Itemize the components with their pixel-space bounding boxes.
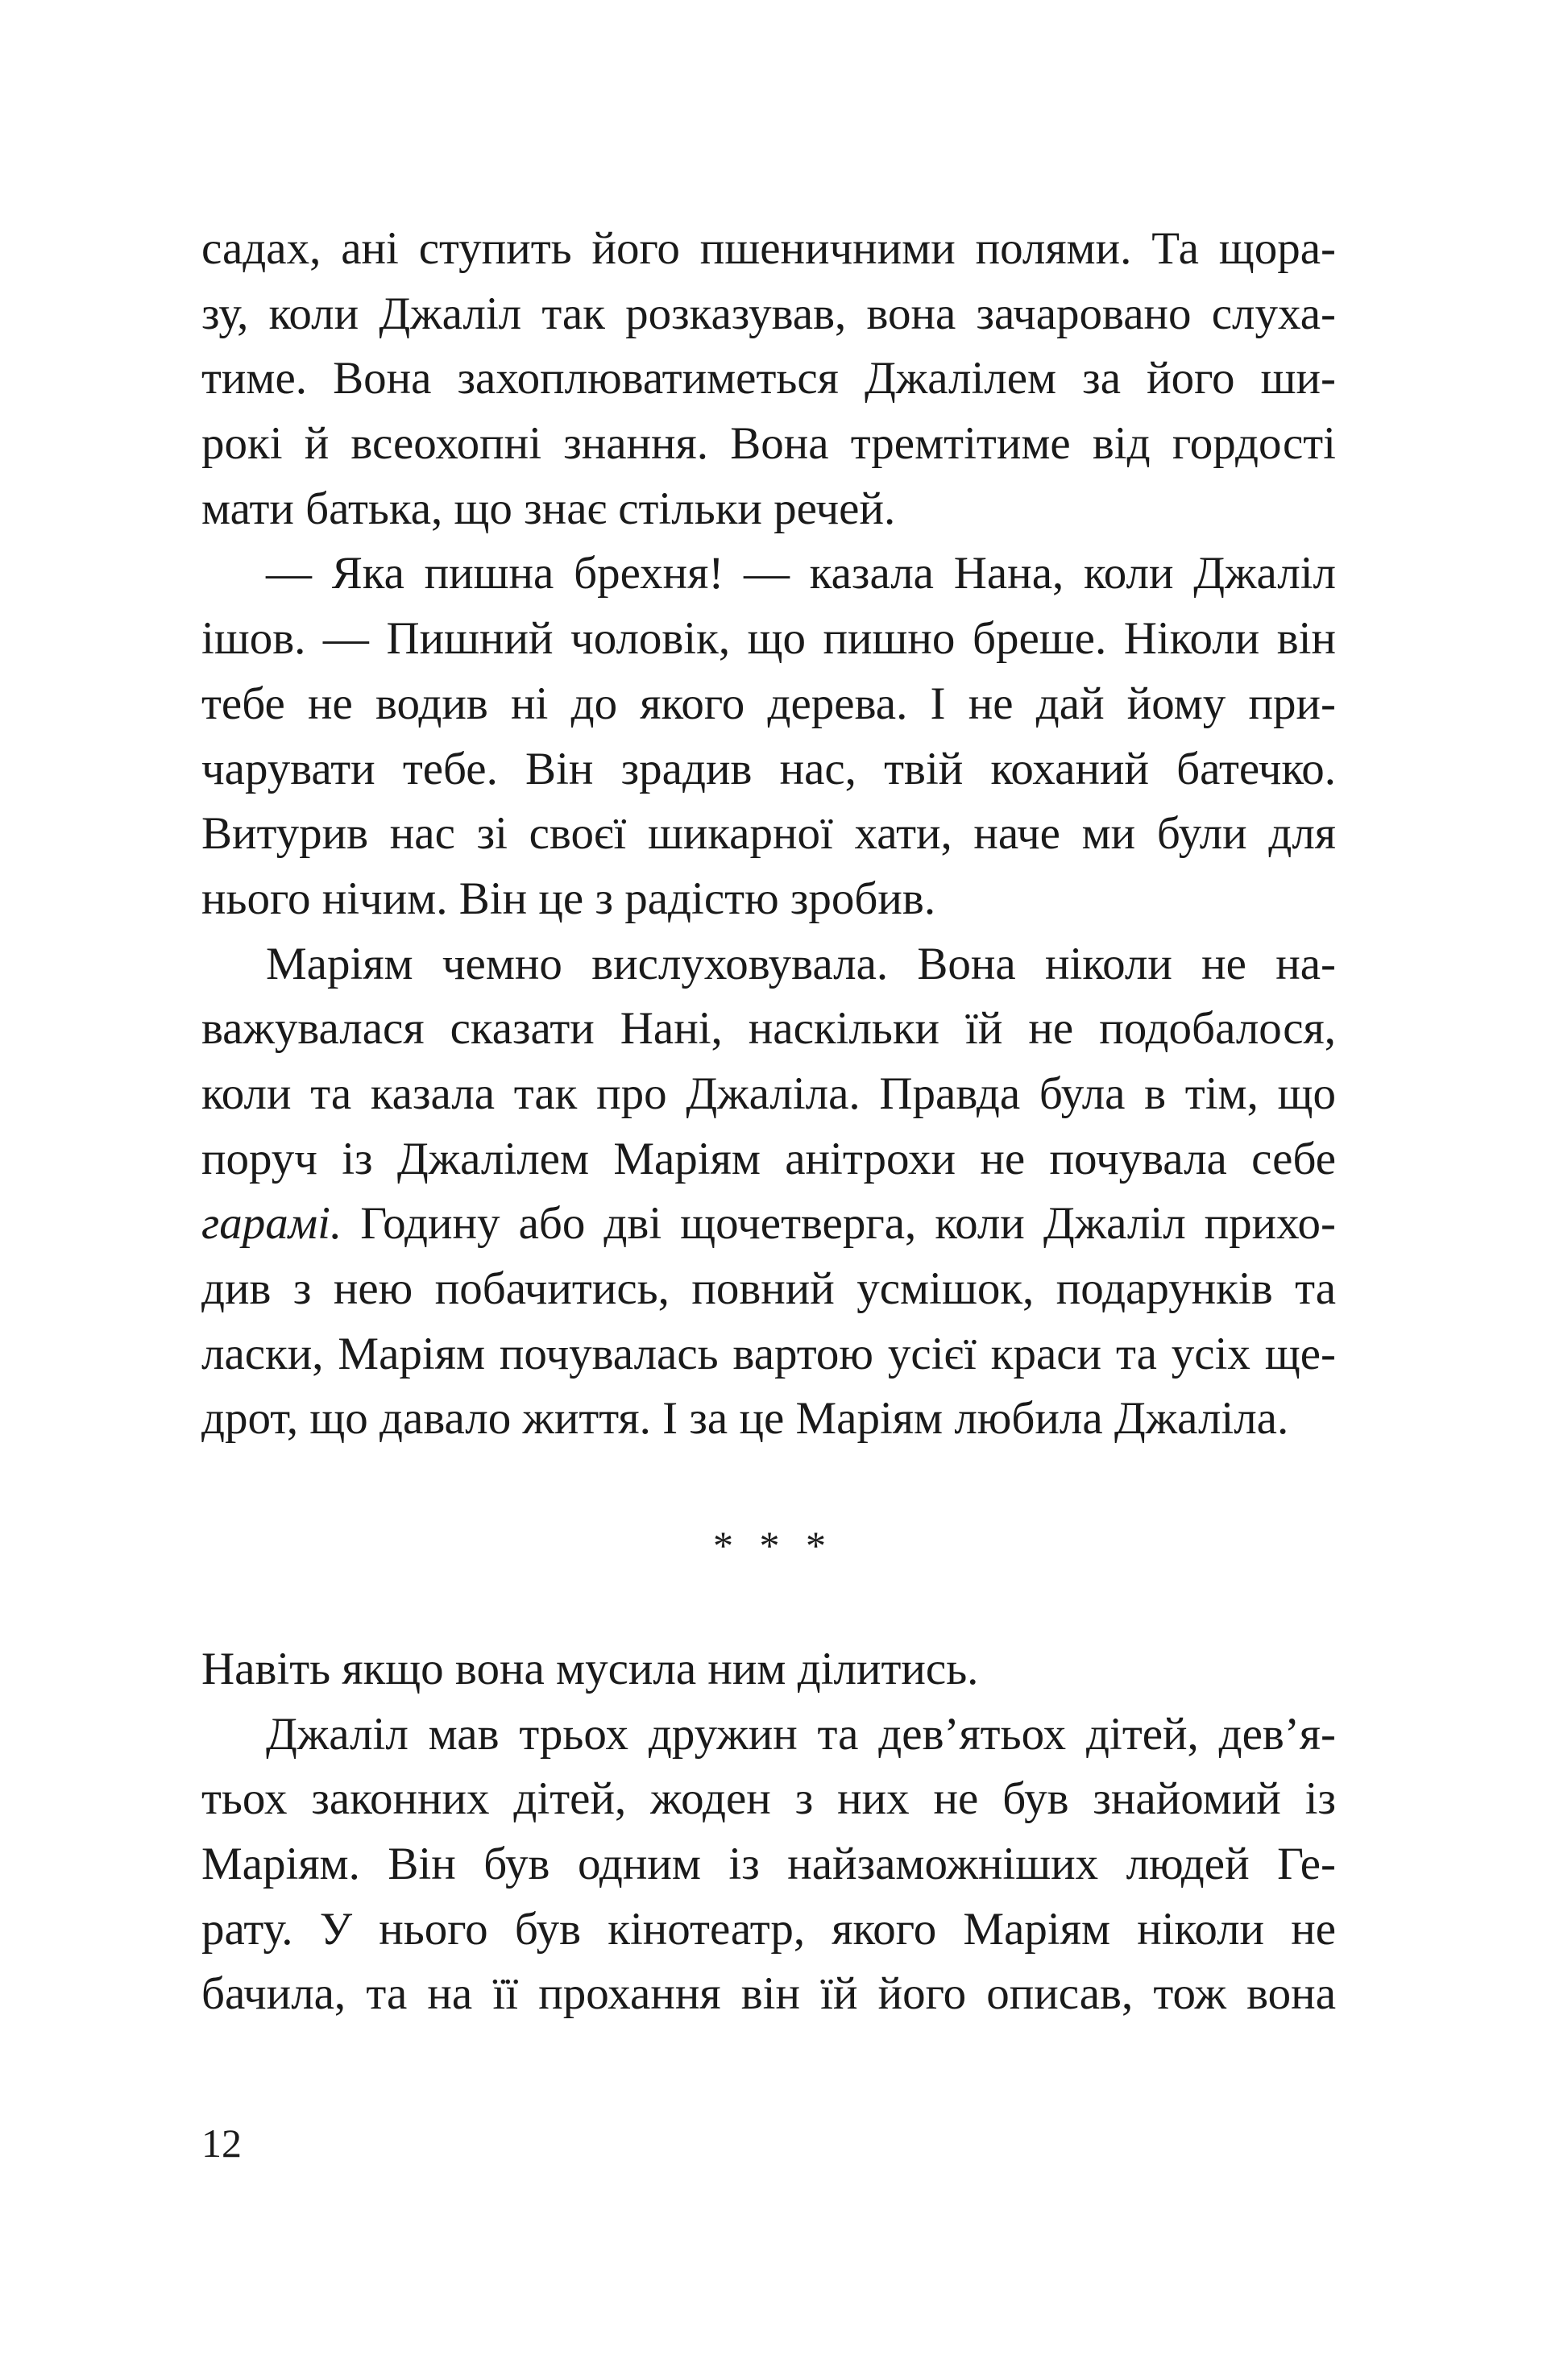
line-text: тебе не водив ні до якого дерева. І не дай йому при- xyxy=(201,678,1336,729)
text-line xyxy=(201,932,1336,997)
text-line xyxy=(201,477,1336,542)
line-text: мати батька, що знає стільки речей. xyxy=(201,483,896,534)
text-line xyxy=(201,1962,1336,2027)
text-line xyxy=(201,541,1336,607)
text-block-bottom xyxy=(201,1637,1336,2027)
text-line xyxy=(201,1257,1336,1322)
text-line xyxy=(201,346,1336,412)
text-block-top xyxy=(201,217,1336,1452)
text-line xyxy=(201,997,1336,1062)
text-line xyxy=(201,1767,1336,1832)
line-text: тиме. Вона захоплюватиметься Джалілем за його ши- xyxy=(201,353,1336,404)
text-line xyxy=(201,1637,1336,1702)
line-text: коли та казала так про Джаліла. Правда була в тім, що xyxy=(201,1068,1336,1119)
line-text: Навіть якщо вона мусила ним ділитись. xyxy=(201,1644,979,1694)
text-line xyxy=(201,1192,1336,1257)
line-text: садах, ані ступить його пшеничними полями. Та щора- xyxy=(201,223,1336,274)
text-line xyxy=(201,1897,1336,1963)
line-text: рату. У нього був кінотеатр, якого Маріям ніколи не xyxy=(201,1903,1336,1955)
line-text: Джаліл мав трьох дружин та дев’ятьох дітей, дев’я- xyxy=(266,1708,1336,1760)
line-text: Годину або дві щочетверга, коли Джаліл прихо- xyxy=(342,1198,1336,1250)
line-text: Маріям чемно вислуховувала. Вона ніколи не на- xyxy=(266,938,1336,989)
text-line xyxy=(201,412,1336,477)
text-line xyxy=(201,1127,1336,1192)
line-text: чарувати тебе. Він зрадив нас, твій коханий батечко. xyxy=(201,743,1336,794)
line-text: ласки, Маріям почувалась вартою усієї краси та усіх ще- xyxy=(201,1328,1336,1379)
text-line xyxy=(201,737,1336,802)
section-separator: * * * xyxy=(713,1523,834,1568)
line-text: Витурив нас зі своєї шикарної хати, наче ми були для xyxy=(201,808,1336,860)
text-line xyxy=(201,867,1336,932)
line-text: рокі й всеохопні знання. Вона тремтітиме від гордості xyxy=(201,418,1336,470)
text-line xyxy=(201,607,1336,672)
line-text: тьох законних дітей, жоден з них не був знайомий із xyxy=(201,1773,1336,1825)
text-line xyxy=(201,282,1336,347)
line-text: див з нею побачитись, повний усмішок, подарунків та xyxy=(201,1263,1336,1314)
line-text: зу, коли Джаліл так розказував, вона зачаровано слуха- xyxy=(201,288,1336,339)
text-line xyxy=(201,217,1336,282)
text-line xyxy=(201,802,1336,867)
text-line xyxy=(201,1832,1336,1897)
line-text: нього нічим. Він це з радістю зробив. xyxy=(201,873,936,924)
italic-word: гарамі. xyxy=(201,1198,342,1250)
text-line xyxy=(201,1702,1336,1768)
line-text: бачила, та на її прохання він їй його описав, тож вона xyxy=(201,1968,1336,2020)
line-text: поруч із Джалілем Маріям анітрохи не почувала себе xyxy=(201,1133,1336,1184)
text-line xyxy=(201,1062,1336,1127)
line-text: — Яка пишна брехня! — казала Нана, коли Джаліл xyxy=(266,548,1336,599)
line-text: важувалася сказати Нані, наскільки їй не подобалося, xyxy=(201,1003,1336,1055)
text-line xyxy=(201,672,1336,737)
page-number: 12 xyxy=(201,2121,242,2166)
text-line xyxy=(201,1387,1336,1452)
line-text: ішов. — Пишний чоловік, що пишно бреше. Ніколи він xyxy=(201,613,1336,665)
line-text: Маріям. Він був одним із найзаможніших людей Ге- xyxy=(201,1839,1336,1890)
text-line xyxy=(201,1322,1336,1387)
line-text: дрот, що давало життя. І за це Маріям любила Джаліла. xyxy=(201,1393,1289,1445)
